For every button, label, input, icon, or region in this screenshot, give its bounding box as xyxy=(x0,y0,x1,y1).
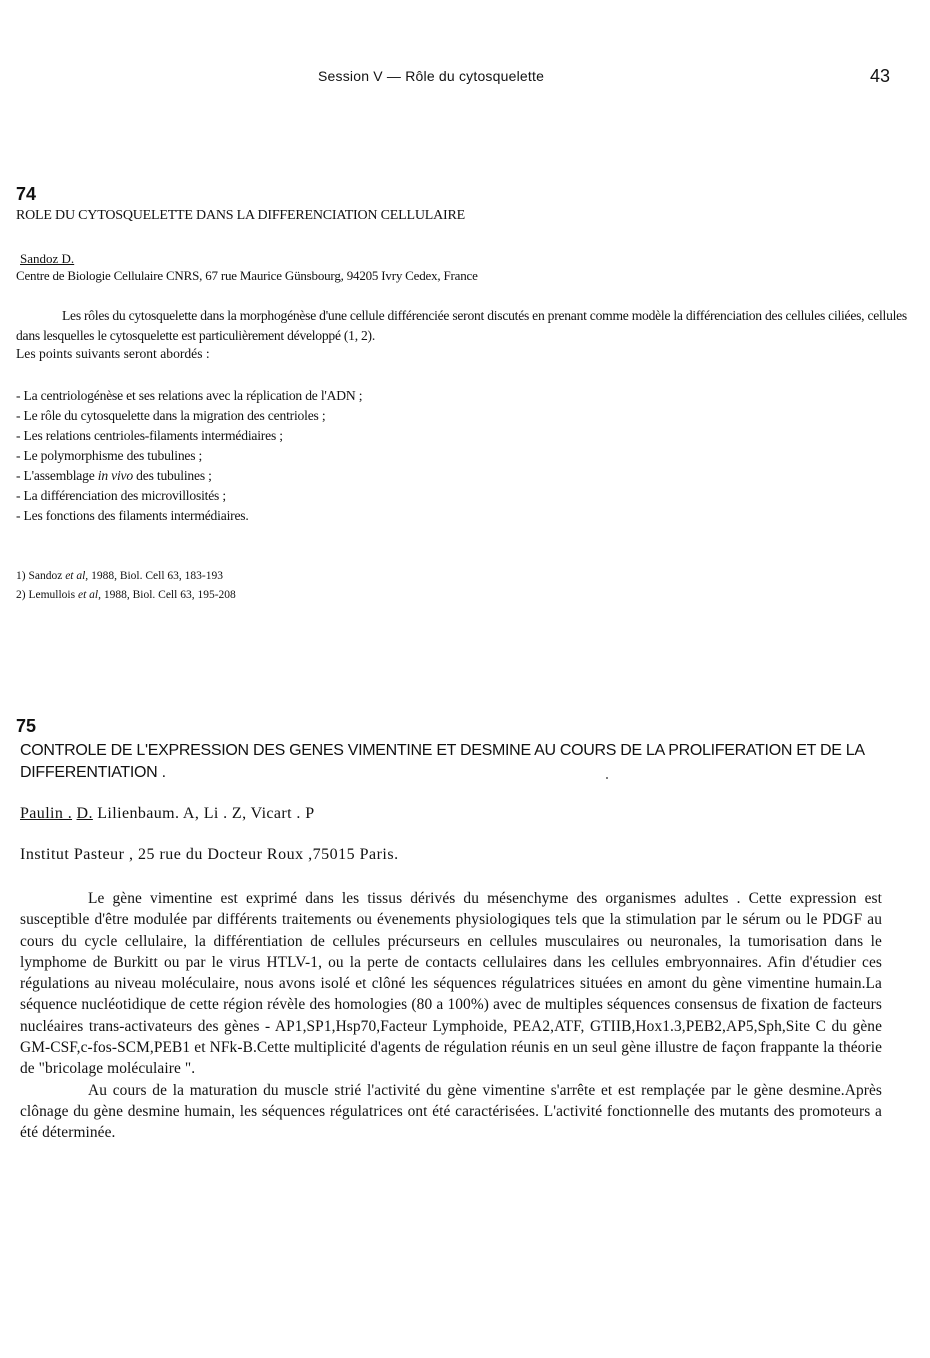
author-underlined: D. xyxy=(76,805,93,822)
abstract-75-number: 75 xyxy=(16,716,37,736)
abstract-75-body xyxy=(20,888,882,1144)
reference-item xyxy=(16,567,236,586)
list-item: - Les relations centrioles-filaments intermédiaires ; xyxy=(16,428,283,443)
abstract-74-references xyxy=(16,567,236,605)
abstract-74-author: Sandoz D. xyxy=(20,251,75,266)
list-item: - Le rôle du cytosquelette dans la migration des centrioles ; xyxy=(16,408,326,423)
abstract-75-affiliation: Institut Pasteur , 25 rue du Docteur Roux ,75015 Paris. xyxy=(20,846,399,863)
print-speck xyxy=(606,777,608,779)
reference-italic: et al, xyxy=(65,570,89,582)
reference-text: 1988, Biol. Cell 63, 195-208 xyxy=(100,589,236,601)
author-underlined: Paulin . xyxy=(20,805,73,822)
abstract-74-intro: Les points suivants seront abordés : xyxy=(16,346,210,361)
list-item: - Les fonctions des filaments intermédiaires. xyxy=(16,508,249,523)
page-number: 43 xyxy=(869,66,890,86)
abstract-74-title: ROLE DU CYTOSQUELETTE DANS LA DIFFERENCIATION CELLULAIRE xyxy=(16,208,465,223)
reference-item xyxy=(16,586,236,605)
reference-text: 2) Lemullois xyxy=(16,589,78,601)
abstract-75-authors xyxy=(20,805,315,823)
list-item-italic: in vivo xyxy=(97,468,133,483)
abstract-74-points xyxy=(16,386,362,526)
abstract-74-number: 74 xyxy=(16,184,37,204)
list-item xyxy=(16,466,362,486)
list-item-text: - L'assemblage xyxy=(16,468,98,483)
author-rest: Lilienbaum. A, Li . Z, Vicart . P xyxy=(92,805,315,822)
abstract-74-affiliation: Centre de Biologie Cellulaire CNRS, 67 rue Maurice Günsbourg, 94205 Ivry Cedex, France xyxy=(16,268,478,283)
abstract-75-title: CONTROLE DE L'EXPRESSION DES GENES VIMENTINE ET DESMINE AU COURS DE LA PROLIFERATION ET DE LA DIFFERENTIATION . xyxy=(20,742,864,781)
list-item: - La centriologénèse et ses relations avec la réplication de l'ADN ; xyxy=(16,388,363,403)
reference-text: 1) Sandoz xyxy=(16,570,66,582)
abstract-74-paragraph-text: Les rôles du cytosquelette dans la morphogénèse d'une cellule différenciée seront discutés en prenant comme modèle la différenciation des cellules ciliées, cellules dans lesquelles le cytosquelette est particulièrement développé (1, 2). xyxy=(16,308,907,343)
abstract-75-paragraph-1: Le gène vimentine est exprimé dans les tissus dérivés du mésenchyme des organismes adultes . Cette expression est susceptible d'être modulée par différents traitements ou évenements physiologiques tels que la stimulation par le sérum ou le PDGF au cours du cycle cellulaire, la différentiation de cellules précurseurs en cellules musculaires ou neuronales, la tumorisation dans le lymphome de Burkitt ou par le virus HTLV-1, ou la perte de contacts cellulaires dans les cellules embryonnaires. Afin d'étudier ces régulations au niveau moléculaire, nous avons isolé et clôné les séquences régulatrices situées en amont du gène vimentine humain.La séquence nucléotidique de cette région révèle des homologies (80 a 100%) avec de multiples séquences consensus de fixation de facteurs nucléaires trans-activateurs des gènes - AP1,SP1,Hsp70,Facteur Lymphoide, PEA2,ATF, GTIIB,Hox1.3,PEB2,AP5,Sph,Site C du gène GM-CSF,c-fos-SCM,PEB1 et NFk-B.Cette multiplicité d'agents de régulation réunis en un seul gène illustre de façon frappante la théorie de "bricolage moléculaire ". xyxy=(20,890,882,1078)
running-title: Session V — Rôle du cytosquelette xyxy=(318,68,545,84)
abstract-75-paragraph-2: Au cours de la maturation du muscle strié l'activité du gène vimentine s'arrête et est remplaçée par le gène desmine.Après clônage du gène desmine humain, les séquences régulatrices ont été caractérisées. L'activité fonctionnelle des mutants des promoteurs a été déterminée. xyxy=(20,1081,882,1142)
abstract-74-paragraph xyxy=(16,306,916,346)
reference-text: 1988, Biol. Cell 63, 183-193 xyxy=(88,570,223,582)
reference-italic: et al, xyxy=(77,589,101,601)
list-item-text: des tubulines ; xyxy=(132,468,212,483)
list-item: - Le polymorphisme des tubulines ; xyxy=(16,448,203,463)
list-item: - La différenciation des microvillosités ; xyxy=(16,488,226,503)
